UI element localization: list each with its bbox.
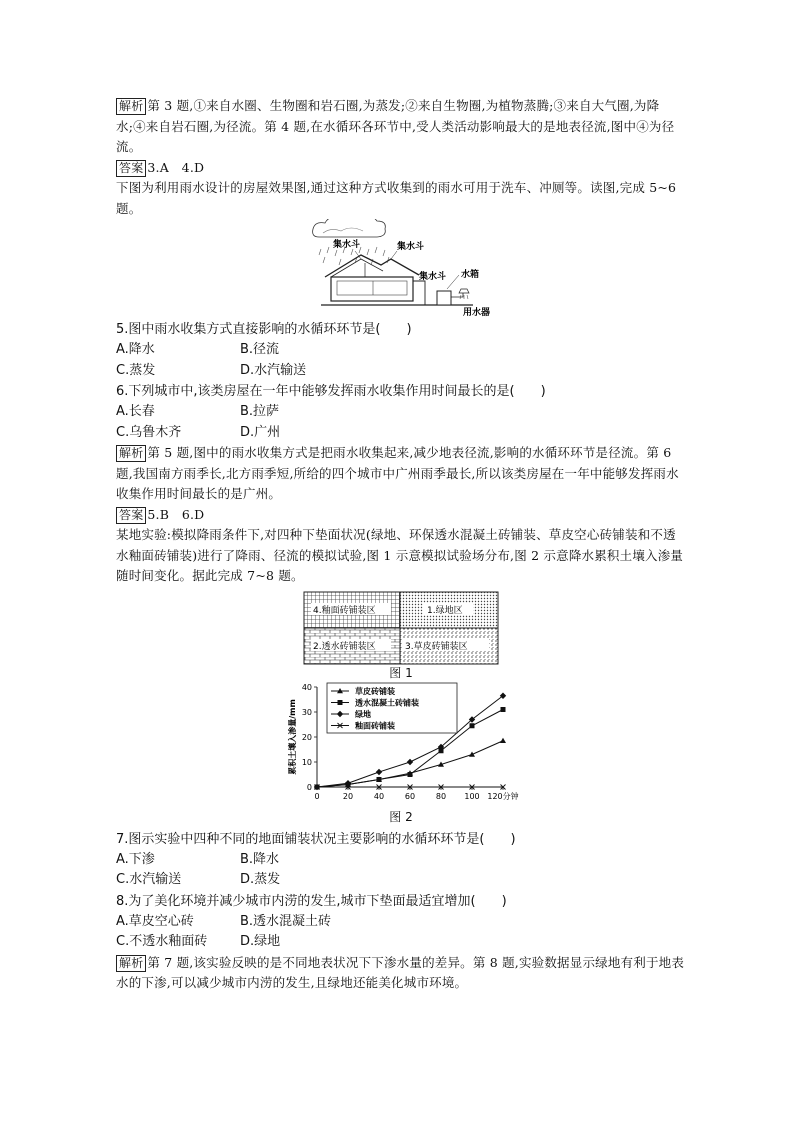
intro-5-6: 下图为利用雨水设计的房屋效果图,通过这种方式收集到的雨水可用于洗车、冲厕等。读图,完成 5~6 题。 [116,180,677,216]
figure-2-caption: 图 2 [389,809,413,824]
data-point [501,707,506,712]
q6-options-row2: C.乌鲁木齐 D.广州 [116,424,281,440]
legend-label: 草皮砖铺装 [355,686,395,696]
y-tick-label: 10 [301,757,312,767]
collector-label-left: 集水斗 [333,240,361,250]
analysis-5-6: 解析 第 5 题,图中的雨水收集方式是把雨水收集起来,减少地表径流,影响的水循环环节是径流。第 6 题,我国南方雨季长,北方雨季短,所给的四个城市中广州雨季最长,所以该类房屋在一年中能够发挥雨水收集作用时间最长的是广州。 [116,445,679,501]
y-tick-label: 40 [301,682,312,692]
y-tick-label: 30 [301,707,312,717]
collector-label-right: 集水斗 [419,272,447,282]
q8-options-row1: A.草皮空心砖 B.透水混凝土砖 [116,913,332,929]
analysis-tag: 解析 [116,98,146,115]
analysis-tag: 解析 [116,445,146,462]
intro-7-8: 某地实验:模拟降雨条件下,对四种下垫面状况(绿地、环保透水混凝土砖铺装、草皮空心砖铺装和不透水釉面砖铺装)进行了降雨、径流的模拟试验,图 1 示意模拟试验场分布,图 2 示意降水累积土壤入渗量随时间变化。据此完成 7~8 题。 [116,527,684,583]
data-point [377,777,382,782]
legend-label: 透水混凝土砖铺装 [355,698,419,707]
analysis-3-4: 解析 第 3 题,①来自水圈、生物圈和岩石圈,为蒸发;②来自生物圈,为植物蒸腾;③来自大气圈,为降水;④来自岩石圈,为径流。第 4 题,在水循环各环节中,受人类活动影响最大的是地表径流,图中④为径流。 [116,98,675,154]
tank-label: 水箱 [461,270,480,280]
data-point [470,723,475,728]
data-point [408,772,413,777]
q7-options-row1: A.下渗 B.降水 [116,851,280,867]
legend-label: 釉面砖铺装 [355,721,395,730]
question-6: 6.下列城市中,该类房屋在一年中能够发挥雨水收集作用时间最长的是( ) [116,384,546,399]
data-point [376,768,382,774]
legend-label: 绿地 [355,709,371,719]
zone-2-label: 2.透水砖铺装区 [313,641,376,652]
question-7: 7.图示实验中四种不同的地面铺装状况主要影响的水循环环节是( ) [116,831,516,847]
user-label: 用水器 [463,308,491,318]
zone-4-label: 4.釉面砖铺装区 [313,605,376,616]
water-tank-icon [437,291,451,305]
q5-options-row1: A.降水 B.径流 [116,342,280,357]
test-site-figure [303,591,499,665]
legend [327,683,457,733]
answer-tag: 答案 [116,507,146,524]
question-5: 5.图中雨水收集方式直接影响的水循环环节是( ) [116,322,412,337]
zone-1-label: 1.绿地区 [427,605,463,616]
answer-tag: 答案 [116,160,146,177]
x-tick-label: 40 [373,791,385,801]
q8-options-row2: C.不透水釉面砖 D.绿地 [116,934,281,949]
y-tick-label: 20 [301,732,312,742]
house-rainwater-figure [301,219,501,319]
infiltration-line-chart [281,681,521,809]
x-tick-label: 60 [404,791,416,801]
answer-5-6: 答案 5.B 6.D [116,505,686,526]
x-tick-label: 20 [342,791,354,801]
y-tick-label: 0 [306,782,312,792]
analysis-7-8: 解析 第 7 题,该实验反映的是不同地表状况下下渗水量的差异。第 8 题,实验数据显示绿地有利于地表水的下渗,可以减少城市内涝的发生,且绿地还能美化城市环境。 [116,954,685,990]
collector-label-mid: 集水斗 [397,242,425,252]
data-point [500,737,506,742]
zone-3-label: 3.草皮砖铺装区 [405,641,468,652]
x-tick-label: 120分钟 [487,791,519,801]
x-tick-label: 0 [314,791,320,801]
y-axis-label: 累积土壤入渗量/mm [288,698,297,775]
x-tick-label: 80 [435,791,447,801]
analysis-tag: 解析 [116,955,146,972]
q6-options-row1: A.长春 B.拉萨 [116,404,280,419]
x-tick-label: 100 [464,791,480,801]
q7-options-row2: C.水汽输送 D.蒸发 [116,872,281,887]
question-8: 8.为了美化环境并减少城市内涝的发生,城市下垫面最适宜增加( ) [116,893,507,909]
shower-icon [459,289,469,293]
legend-marker [338,700,343,705]
data-point [407,758,413,764]
answer-3-4: 答案 3.A 4.D [116,158,686,179]
document-page [116,96,686,994]
q5-options-row2: C.蒸发 D.水汽输送 [116,362,307,378]
figure-1-caption: 图 1 [389,665,413,680]
